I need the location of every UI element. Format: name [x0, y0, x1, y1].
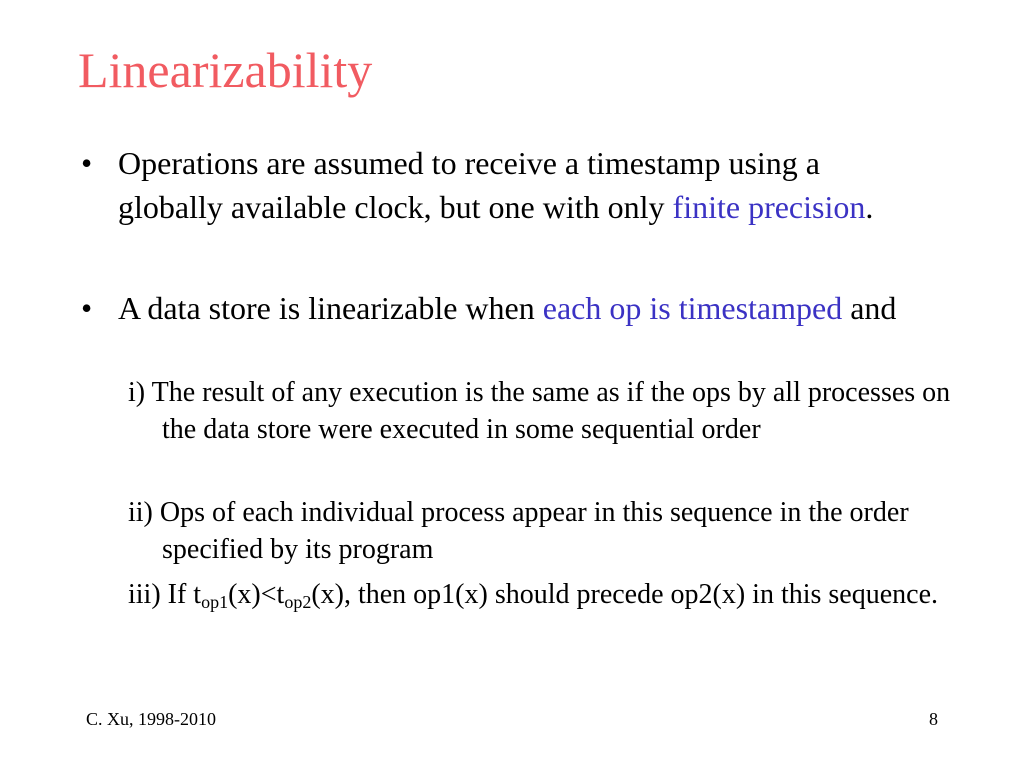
- bullet-text-end: .: [865, 189, 874, 225]
- page-number: 8: [929, 709, 938, 729]
- subpoint-item: [128, 374, 962, 448]
- subpoint-text-suffix: (x), then op1(x) should precede op2(x) in this sequence.: [311, 579, 939, 610]
- highlight-text: finite precision: [672, 189, 866, 225]
- subscript-op2: op2: [284, 592, 312, 612]
- subpoint-item: [128, 494, 962, 568]
- bullet-text: Operations are assumed to receive a timestamp using a globally available clock, but one with only: [118, 145, 820, 225]
- subpoint-text: ii) Ops of each individual process appear in this sequence in the order specified by its program: [128, 497, 909, 565]
- subpoint-text: i) The result of any execution is the same as if the ops by all processes on the data store were executed in some sequential order: [128, 377, 951, 445]
- highlight-text: each op is timestamped: [542, 290, 843, 326]
- bullet-text-end: and: [842, 290, 897, 326]
- bullet-marker: •: [81, 290, 93, 326]
- subpoint-item: [128, 576, 962, 613]
- bullet-item: [81, 286, 918, 330]
- subpoint-text-mid: (x)<t: [228, 579, 285, 610]
- bullet-item: [81, 141, 918, 229]
- footer-author: C. Xu, 1998-2010: [86, 709, 216, 729]
- bullet-text: A data store is linearizable when: [118, 290, 543, 326]
- subpoint-text-prefix: iii) If t: [128, 579, 202, 610]
- page-title: Linearizability: [78, 42, 373, 98]
- bullet-marker: •: [81, 145, 93, 181]
- subscript-op1: op1: [201, 592, 229, 612]
